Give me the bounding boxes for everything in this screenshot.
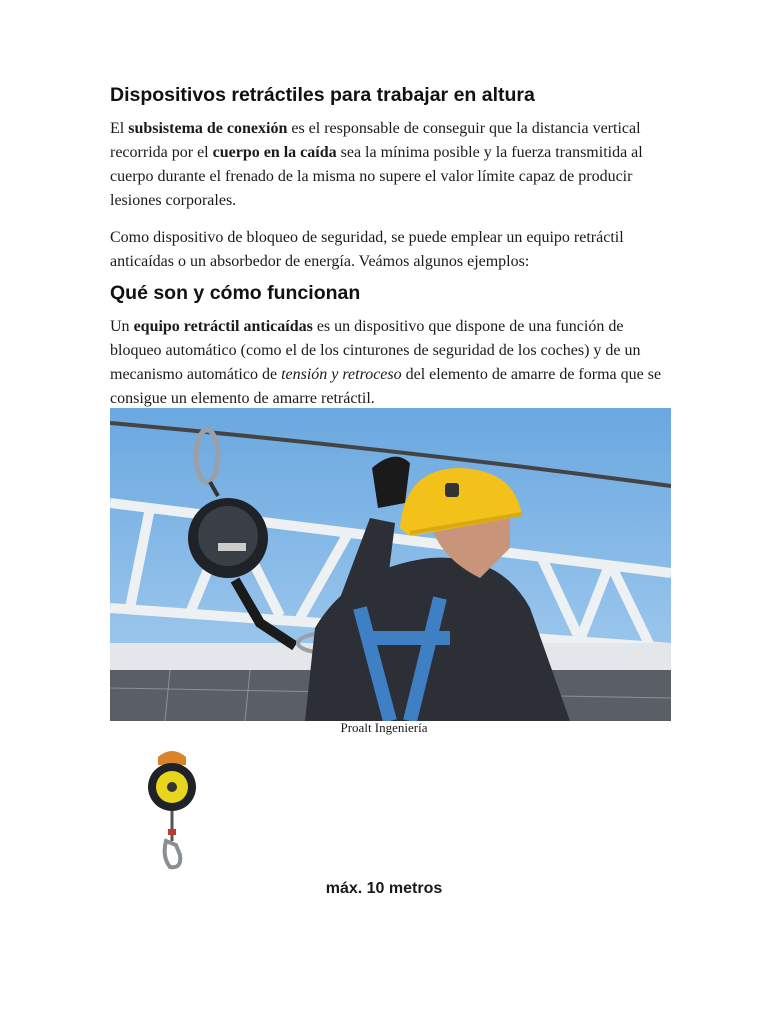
section-title: Qué son y cómo funcionan <box>110 282 361 304</box>
paragraph-retractable-definition: Un equipo retráctil anticaídas es un dispositivo que dispone de una función de bloqueo automático (como el de los cinturones de seguridad de los coches) y de un mecanismo automático de tensión y retroceso del elemento de amarre de forma que se consigue un elemento de amarre retráctil. <box>110 318 662 407</box>
bold-term-retractable: equipo retráctil anticaídas <box>133 318 313 335</box>
bold-term-subsystem: subsistema de conexión <box>128 120 288 137</box>
italic-term-tension: tensión y retroceso <box>281 366 402 383</box>
worker-illustration <box>110 408 671 721</box>
worker-photo <box>110 408 671 721</box>
worker-glove <box>372 457 410 508</box>
fall-arrester-icon <box>130 745 220 875</box>
paragraph-blocking-device: Como dispositivo de bloqueo de seguridad, se puede emplear un equipo retráctil anticaídas o un absorbedor de energía. Veámos algunos ejemplos: <box>110 229 624 270</box>
paragraph-connection-subsystem: El subsistema de conexión es el responsable de conseguir que la distancia vertical recorrida por el cuerpo en la caída sea la mínima posible y la fuerza transmitida al cuerpo durante el frenado de la misma no supere el valor límite capaz de producir lesiones corporales. <box>110 120 643 209</box>
product-image <box>130 745 220 875</box>
photo-caption: Proalt Ingeniería <box>340 720 428 735</box>
bold-term-body-fall: cuerpo en la caída <box>212 144 337 161</box>
page-title: Dispositivos retráctiles para trabajar en altura <box>110 84 535 106</box>
product-length-label: máx. 10 metros <box>325 880 443 897</box>
